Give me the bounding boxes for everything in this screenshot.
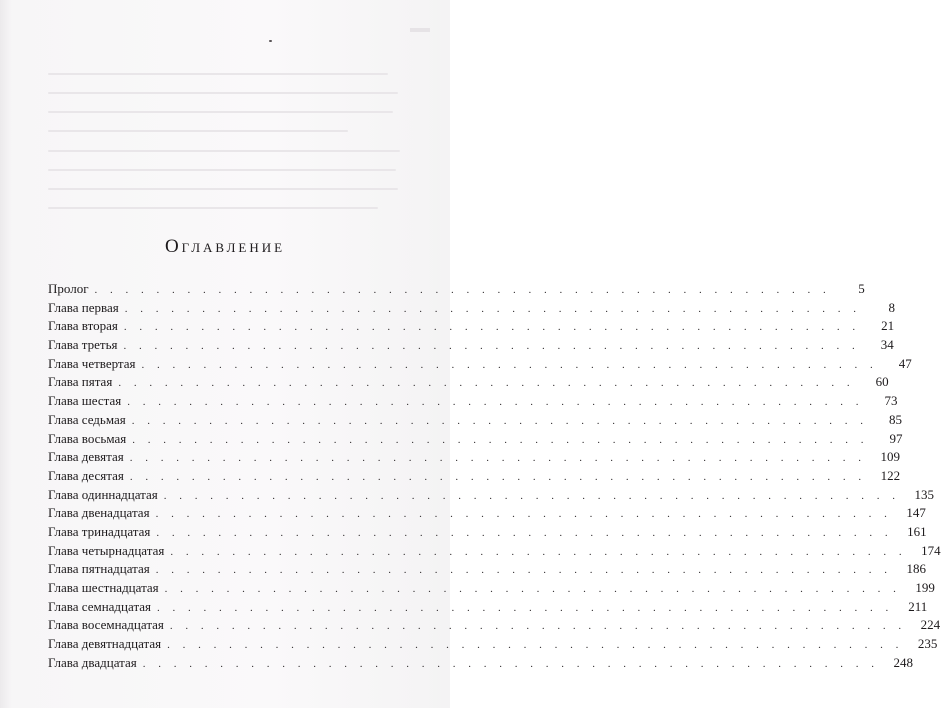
toc-entry-label: Пролог: [48, 281, 89, 296]
show-through-line: [48, 207, 378, 209]
toc-entry-label: Глава четырнадцатая: [48, 542, 165, 558]
toc-entry-page-number: 73: [884, 393, 898, 409]
toc-entry-label: Глава пятая: [48, 374, 113, 390]
toc-entry[interactable]: [48, 317, 895, 336]
toc-dot-leader: . . . . . . . . . . . . . . . . . . . . . . . . . . . . . . . . . . . . . . . . . . . . . . . .: [170, 545, 907, 558]
toc-entry-label: Глава третья: [48, 337, 118, 353]
toc-entry-page-number: 47: [898, 355, 912, 371]
show-through-line: [48, 188, 398, 190]
toc-entry-label: Глава девятнадцатая: [48, 636, 162, 652]
toc-entry-label: Глава седьмая: [48, 411, 126, 427]
toc-dot-leader: . . . . . . . . . . . . . . . . . . . . . . . . . . . . . . . . . . . . . . . . . . . . . . . .: [123, 340, 860, 353]
toc-entry[interactable]: [48, 411, 902, 430]
toc-dot-leader: . . . . . . . . . . . . . . . . . . . . . . . . . . . . . . . . . . . . . . . . . . . . . . . .: [163, 489, 901, 502]
toc-entry[interactable]: [48, 467, 901, 486]
toc-entry-label: Глава четвертая: [48, 355, 136, 371]
toc-dot-leader: . . . . . . . . . . . . . . . . . . . . . . . . . . . . . . . . . . . . . . . . . . . . . . . .: [129, 470, 867, 483]
toc-dot-leader: . . . . . . . . . . . . . . . . . . . . . . . . . . . . . . . . . . . . . . . . . . . . . . . .: [132, 433, 869, 446]
toc-entry[interactable]: [48, 542, 941, 561]
toc-entry[interactable]: [48, 504, 926, 523]
show-through-line: [48, 130, 348, 132]
toc-entry[interactable]: [48, 616, 941, 635]
toc-entry-page-number: 21: [881, 318, 895, 334]
toc-entry-page-number: 8: [888, 299, 895, 315]
toc-dot-leader: . . . . . . . . . . . . . . . . . . . . . . . . . . . . . . . . . . . . . . . . . . . . . . . .: [156, 526, 893, 539]
show-through-line: [48, 73, 388, 75]
toc-dot-leader: . . . . . . . . . . . . . . . . . . . . . . . . . . . . . . . . . . . . . . . . . . . . . . . .: [169, 620, 907, 633]
toc-entry[interactable]: [48, 373, 889, 392]
toc-entry-label: Глава восемнадцатая: [48, 617, 164, 633]
toc-entry-label: Глава тринадцатая: [48, 523, 151, 539]
toc-entry[interactable]: [48, 280, 865, 299]
toc-entry-page-number: 199: [915, 580, 935, 595]
toc-entry-page-number: 135: [914, 486, 935, 502]
toc-entry-label: Глава девятая: [48, 449, 124, 465]
toc-entry-page-number: 60: [875, 374, 889, 390]
toc-entry-page-number: 147: [906, 505, 926, 521]
show-through-line: [48, 150, 400, 152]
toc-dot-leader: . . . . . . . . . . . . . . . . . . . . . . . . . . . . . . . . . . . . . . . . . . . . . . . .: [155, 508, 892, 521]
toc-entry-label: Глава семнадцатая: [48, 598, 152, 614]
toc-entry-page-number: 224: [920, 617, 941, 633]
toc-title: Оглавление: [164, 236, 286, 257]
toc-entry[interactable]: [48, 448, 900, 467]
toc-entry-page-number: 34: [880, 337, 894, 353]
toc-entry-label: Глава первая: [48, 299, 119, 315]
toc-entry-label: Глава двадцатая: [48, 654, 137, 670]
show-through-line: [48, 111, 393, 113]
toc-dot-leader: . . . . . . . . . . . . . . . . . . . . . . . . . . . . . . . . . . . . . . . . . . . . . . . .: [141, 358, 878, 371]
toc-dot-leader: . . . . . . . . . . . . . . . . . . . . . . . . . . . . . . . . . . . . . . . . . . . . . . . .: [155, 564, 892, 577]
show-through-line: [48, 169, 396, 171]
toc-entry[interactable]: [48, 523, 927, 542]
toc-entry[interactable]: [48, 654, 913, 673]
toc-entry-page-number: 161: [907, 523, 927, 539]
toc-dot-leader: . . . . . . . . . . . . . . . . . . . . . . . . . . . . . . . . . . . . . . . . . . . . . . . .: [123, 321, 861, 334]
toc-list: [48, 280, 941, 672]
toc-entry[interactable]: [48, 560, 926, 579]
toc-entry[interactable]: [48, 430, 903, 449]
toc-entry-page-number: 5: [858, 281, 865, 296]
toc-entry-label: Глава восьмая: [48, 430, 127, 446]
toc-entry-page-number: 211: [908, 598, 928, 614]
toc-entry-label: Глава одиннадцатая: [48, 486, 158, 502]
show-through-mark: [410, 28, 430, 32]
toc-entry[interactable]: [48, 635, 938, 654]
toc-entry-label: Глава пятнадцатая: [48, 561, 150, 577]
toc-entry-label: Глава вторая: [48, 318, 118, 334]
toc-entry-page-number: 85: [889, 411, 902, 427]
toc-entry-label: Глава десятая: [48, 467, 124, 483]
toc-entry-page-number: 122: [880, 467, 901, 483]
toc-entry[interactable]: [48, 336, 894, 355]
toc-entry-page-number: 186: [906, 561, 926, 577]
toc-dot-leader: . . . . . . . . . . . . . . . . . . . . . . . . . . . . . . . . . . . . . . . . . . . . . . . .: [131, 414, 868, 427]
toc-dot-leader: . . . . . . . . . . . . . . . . . . . . . . . . . . . . . . . . . . . . . . . . . . . . . . . .: [142, 657, 879, 670]
toc-entry[interactable]: [48, 579, 935, 598]
toc-entry-label: Глава двенадцатая: [48, 505, 150, 521]
toc-entry-page-number: 248: [893, 654, 913, 670]
toc-entry-page-number: 109: [880, 449, 900, 465]
toc-dot-leader: . . . . . . . . . . . . . . . . . . . . . . . . . . . . . . . . . . . . . . . . . . . . . . . .: [157, 601, 894, 614]
toc-entry-page-number: 235: [917, 636, 938, 652]
ink-speck: [269, 40, 272, 42]
toc-dot-leader: . . . . . . . . . . . . . . . . . . . . . . . . . . . . . . . . . . . . . . . . . . . . . . . .: [124, 302, 861, 315]
toc-dot-leader: . . . . . . . . . . . . . . . . . . . . . . . . . . . . . . . . . . . . . . . . . . . . . . . .: [118, 377, 855, 390]
toc-entry[interactable]: [48, 392, 898, 411]
toc-dot-leader: . . . . . . . . . . . . . . . . . . . . . . . . . . . . . . . . . . . . . . . . . . . . . . . .: [164, 583, 901, 595]
toc-entry[interactable]: [48, 355, 912, 374]
show-through-line: [48, 92, 398, 94]
toc-dot-leader: . . . . . . . . . . . . . . . . . . . . . . . . . . . . . . . . . . . . . . . . . . . . . . . .: [167, 639, 904, 652]
toc-entry-label: Глава шестая: [48, 393, 122, 409]
toc-dot-leader: . . . . . . . . . . . . . . . . . . . . . . . . . . . . . . . . . . . . . . . . . . . . . . . .: [129, 452, 866, 465]
toc-entry-page-number: 174: [921, 542, 941, 558]
toc-entry[interactable]: [48, 486, 935, 505]
toc-dot-leader: . . . . . . . . . . . . . . . . . . . . . . . . . . . . . . . . . . . . . . . . . . . . . . . .: [127, 396, 864, 409]
toc-entry[interactable]: [48, 299, 895, 318]
toc-entry-page-number: 97: [889, 430, 903, 446]
toc-entry[interactable]: [48, 598, 928, 617]
toc-entry-label: Глава шестнадцатая: [48, 580, 159, 595]
toc-dot-leader: . . . . . . . . . . . . . . . . . . . . . . . . . . . . . . . . . . . . . . . . . . . . . . . .: [94, 284, 831, 296]
